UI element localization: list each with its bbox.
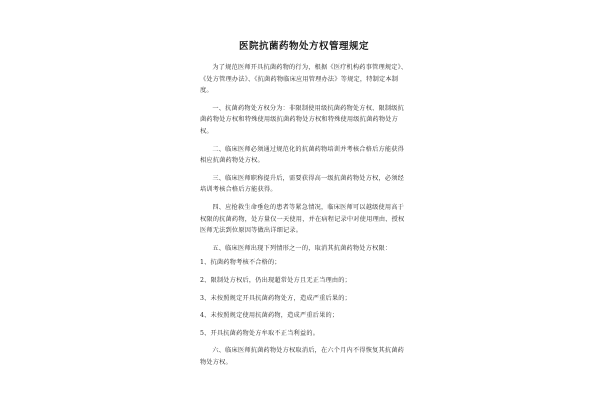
list-item: 2、限制处方权后，仍出现超常处方且无正当理由的； xyxy=(200,276,352,284)
list-item: 1、抗菌药物考核不合格的； xyxy=(200,259,281,267)
paragraph-5: 五、临床医师出现下列情形之一的，取消其抗菌药物处方权限： xyxy=(212,244,392,252)
document-title: 医院抗菌药物处方权管理规定 xyxy=(238,41,369,52)
paragraph-4: 四、应抢救生命垂危的患者等紧急情况，临床医师可以越级使用高于权限的抗菌药物，处方量仅一天使用，并在病程记录中对使用理由、授权医师无法到位原因等做出详细记录。 xyxy=(200,203,405,235)
paragraph-2: 二、临床医师必须通过规范化的抗菌药物培训并考核合格后方能获得相应抗菌药物处方权。 xyxy=(200,145,405,165)
list-item: 3、未按照规定开具抗菌药物处方，造成严重后果的； xyxy=(200,294,352,302)
paragraph-3: 三、临床医师职称提升后，需要获得高一级抗菌药物处方权，必须经培训考核合格后方能获得。 xyxy=(200,174,405,194)
intro-paragraph: 为了规范医师开具抗菌药物的行为，根据《医疗机构药事管理规定》、《处方管理办法》、《抗菌药物临床应用管理办法》等规定，特制定本制度。 xyxy=(200,64,408,95)
revocation-list xyxy=(200,257,408,339)
paragraph-1: 一、抗菌药物处方权分为：非限制使用级抗菌药物处方权、限制级抗菌药物处方权和特殊使用级抗菌药物处方权和特殊使用级抗菌药物处方权。 xyxy=(200,104,405,135)
paragraph-6: 六、临床医师抗菌药物处方权取消后，在六个月内不得恢复其抗菌药物处方权。 xyxy=(200,347,405,366)
list-item: 4、未按照规定使用抗菌药物，造成严重后果的； xyxy=(200,312,339,320)
document-page xyxy=(200,38,408,368)
list-item: 5、开具抗菌药物处方牟取不正当利益的。 xyxy=(200,329,320,337)
